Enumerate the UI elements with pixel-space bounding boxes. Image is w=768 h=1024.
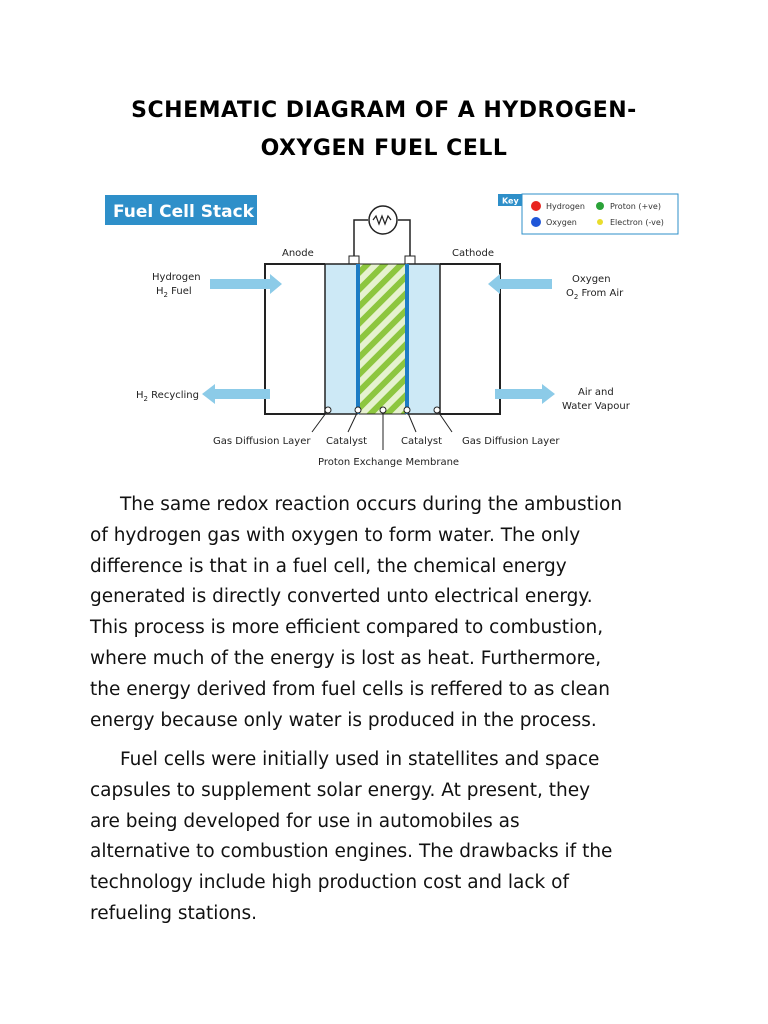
- paragraph-line: alternative to combustion engines. The drawbacks if the: [90, 841, 613, 863]
- paragraph-1: [90, 490, 690, 736]
- oxygen-inlet-arrow-icon: [488, 274, 552, 294]
- key-proton-label: Proton (+ve): [610, 202, 661, 211]
- key-electron-dot: [597, 219, 603, 225]
- paragraph-2: [90, 745, 690, 930]
- paragraph-line: The same redox reaction occurs during the ambustion: [120, 494, 623, 515]
- key-frame: [522, 194, 678, 234]
- circuit-wire-left: [354, 220, 368, 258]
- title-line-2: OXYGEN FUEL CELL: [260, 136, 508, 161]
- key-oxygen-label: Oxygen: [546, 218, 577, 227]
- document-title: [0, 92, 768, 168]
- gdl-right-label: Gas Diffusion Layer: [462, 436, 560, 447]
- oxygen-label-2: $O_2$ From Air: [566, 288, 624, 301]
- leader-catalyst-left: [348, 413, 357, 432]
- leader-gdl-right: [439, 413, 452, 432]
- catalyst-right-label: Catalyst: [401, 436, 442, 447]
- paragraph-line: capsules to supplement solar energy. At present, they: [90, 779, 591, 801]
- hydrogen-label-2: $H_2$ Fuel: [156, 286, 192, 299]
- cathode-terminal: [405, 256, 415, 264]
- paragraph-line: Fuel cells were initially used in statellites and space: [120, 749, 600, 770]
- title-line-1: SCHEMATIC DIAGRAM OF A HYDROGEN-: [131, 98, 637, 123]
- circuit-wire-right: [398, 220, 410, 258]
- catalyst-layer-right: [405, 264, 409, 414]
- paragraph-line: This process is more efficient compared to combustion,: [90, 617, 604, 639]
- proton-exchange-membrane: [359, 264, 406, 414]
- fuel-cell-diagram: [100, 188, 680, 478]
- gas-diffusion-layer-right: [408, 264, 440, 414]
- key-electron-label: Electron (-ve): [610, 218, 664, 227]
- key-proton-dot: [596, 202, 604, 210]
- membrane-label: Proton Exchange Membrane: [318, 457, 460, 468]
- fuel-cell-svg: [100, 188, 680, 478]
- oxygen-label-1: Oxygen: [572, 274, 611, 285]
- catalyst-layer-left: [356, 264, 360, 414]
- leader-gdl-left: [312, 413, 326, 432]
- key-oxygen-dot: [531, 217, 541, 227]
- pointer-catalyst-right: [404, 407, 410, 413]
- anode-terminal: [349, 256, 359, 264]
- key-legend: [498, 194, 678, 234]
- recycling-label: $H_2$ Recycling: [136, 390, 199, 403]
- paragraph-line: where much of the energy is lost as heat. Furthermore,: [90, 647, 602, 669]
- paragraph-line: the energy derived from fuel cells is reffered to as clean: [90, 678, 610, 700]
- pointer-membrane: [380, 407, 386, 413]
- anode-label: Anode: [282, 248, 314, 259]
- paragraph-line: are being developed for use in automobiles as: [90, 810, 520, 832]
- paragraph-line: of hydrogen gas with oxygen to form water. The only: [90, 524, 581, 546]
- pointer-gdl-left: [325, 407, 331, 413]
- gdl-left-label: Gas Diffusion Layer: [213, 436, 311, 447]
- paragraph-line: technology include high production cost and lack of: [90, 872, 569, 894]
- air-outlet-arrow-icon: [495, 384, 555, 404]
- catalyst-left-label: Catalyst: [326, 436, 367, 447]
- pointer-gdl-right: [434, 407, 440, 413]
- paragraph-line: generated is directly converted unto electrical energy.: [90, 586, 593, 608]
- external-circuit: [349, 206, 415, 264]
- air-label-1: Air and: [578, 387, 614, 398]
- gas-diffusion-layer-left: [325, 264, 357, 414]
- paragraph-line: refueling stations.: [90, 902, 258, 924]
- key-heading: Key: [502, 196, 519, 206]
- recycling-outlet-arrow-icon: [202, 384, 270, 404]
- leader-catalyst-right: [408, 413, 416, 432]
- paragraph-line: energy because only water is produced in the process.: [90, 709, 597, 731]
- cathode-label: Cathode: [452, 248, 494, 259]
- paragraph-line: difference is that in a fuel cell, the chemical energy: [90, 555, 567, 577]
- hydrogen-label-1: Hydrogen: [152, 272, 201, 283]
- key-hydrogen-label: Hydrogen: [546, 202, 585, 211]
- hydrogen-inlet-arrow-icon: [210, 274, 282, 294]
- banner-text: Fuel Cell Stack: [113, 202, 254, 222]
- pointer-catalyst-left: [355, 407, 361, 413]
- key-hydrogen-dot: [531, 201, 541, 211]
- air-label-2: Water Vapour: [562, 401, 630, 412]
